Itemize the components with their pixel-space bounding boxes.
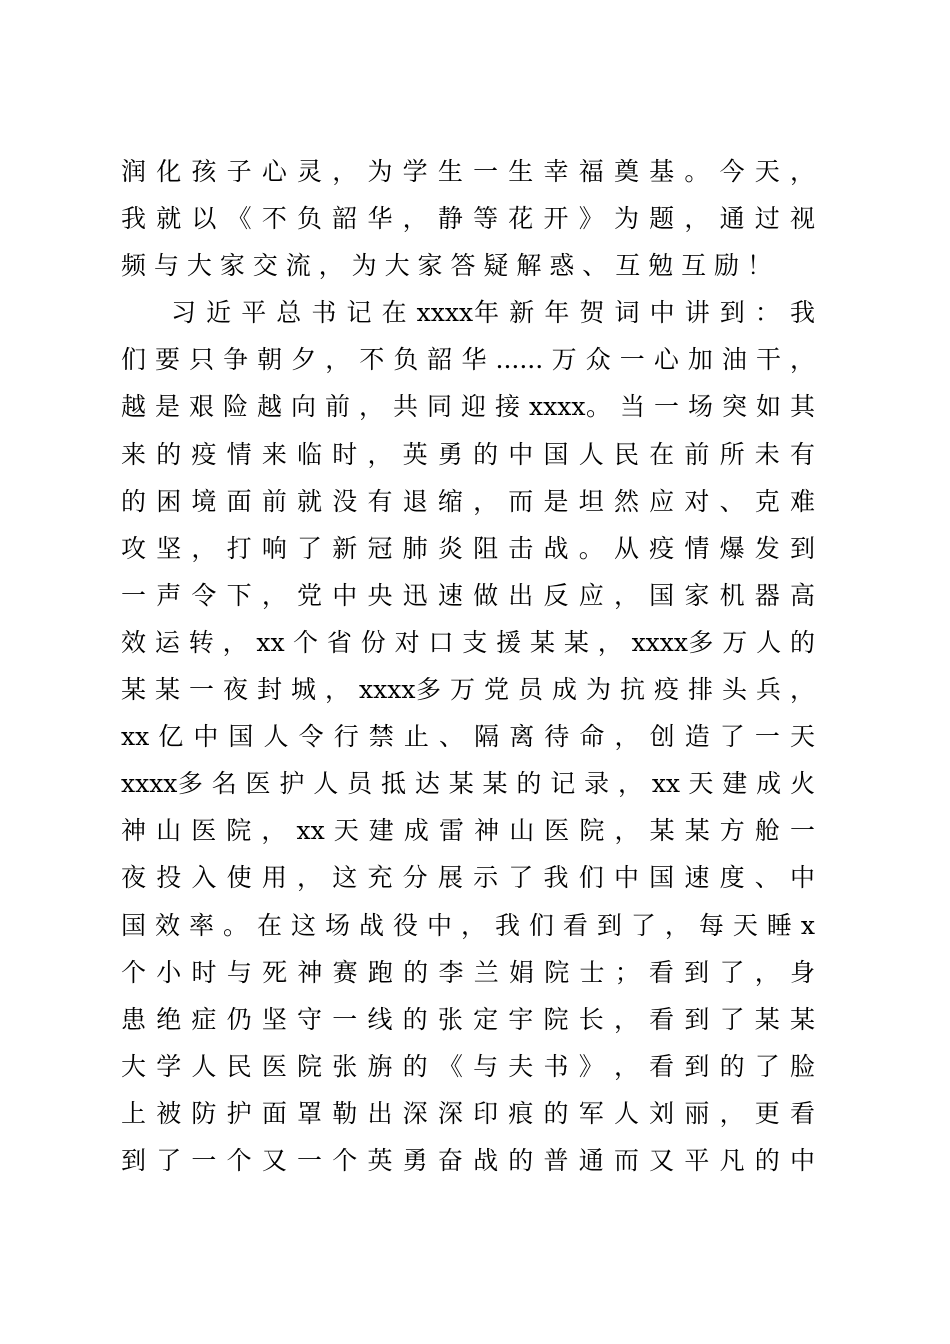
paragraph-2-line-3: 越 是 艰 险 越 向 前 ， 共 同 迎 接 xxxx。 当 一 场 突 如 其 (121, 392, 815, 422)
paragraph-2-line-11: xxxx多 名 医 护 人 员 抵 达 某 某 的 记 录 ， xx 天 建 成 火 (121, 769, 815, 799)
paragraph-2-line-17: 大 学 人 民 医 院 张 旃 的 《 与 夫 书 》 ， 看 到 的 了 脸 (121, 1051, 815, 1081)
paragraph-2-line-19: 到 了 一 个 又 一 个 英 勇 奋 战 的 普 通 而 又 平 凡 的 中 (121, 1145, 815, 1175)
paragraph-2-line-18: 上 被 防 护 面 罩 勒 出 深 深 印 痕 的 军 人 刘 丽 ， 更 看 (121, 1098, 815, 1128)
paragraph-2-line-12: 神 山 医 院 ， xx 天 建 成 雷 神 山 医 院 ， 某 某 方 舱 一 (121, 816, 815, 846)
paragraph-1-line-1: 润 化 孩 子 心 灵 ， 为 学 生 一 生 幸 福 奠 基 。 今 天 ， (121, 157, 815, 186)
paragraph-2-line-16: 患 绝 症 仍 坚 守 一 线 的 张 定 宇 院 长 ， 看 到 了 某 某 (121, 1004, 815, 1034)
paragraph-2-line-15: 个 小 时 与 死 神 赛 跑 的 李 兰 娟 院 士 ； 看 到 了 ， 身 (121, 957, 815, 987)
body-text (121, 148, 815, 1184)
paragraph-1-line-2: 我 就 以 《 不 负 韶 华 ， 静 等 花 开 》 为 题 ， 通 过 视 (121, 204, 815, 234)
paragraph-2-line-5: 的 困 境 面 前 就 没 有 退 缩 ， 而 是 坦 然 应 对 、 克 难 (121, 486, 815, 516)
paragraph-2-line-14: 国 效 率 。 在 这 场 战 役 中 ， 我 们 看 到 了 ， 每 天 睡 x (121, 910, 815, 940)
paragraph-1-line-3: 频 与 大 家 交 流 ， 为 大 家 答 疑 解 惑 、 互 勉 互 励 ！ (121, 251, 772, 281)
paragraph-2-line-1: 习 近 平 总 书 记 在 xxxx年 新 年 贺 词 中 讲 到 ： 我 (171, 298, 815, 328)
paragraph-2-line-6: 攻 坚 ， 打 响 了 新 冠 肺 炎 阻 击 战 。 从 疫 情 爆 发 到 (121, 533, 815, 563)
paragraph-2-line-10: xx 亿 中 国 人 令 行 禁 止 、 隔 离 待 命 ， 创 造 了 一 天 (121, 722, 815, 752)
paragraph-2-line-13: 夜 投 入 使 用 ， 这 充 分 展 示 了 我 们 中 国 速 度 、 中 (121, 863, 815, 893)
paragraph-2-line-2: 们 要 只 争 朝 夕 ， 不 负 韶 华 ...... 万 众 一 心 加 油 干 ， (121, 345, 815, 375)
paragraph-2-line-7: 一 声 令 下 ， 党 中 央 迅 速 做 出 反 应 ， 国 家 机 器 高 (121, 580, 815, 610)
paragraph-2-line-4: 来 的 疫 情 来 临 时 ， 英 勇 的 中 国 人 民 在 前 所 未 有 (121, 439, 815, 469)
paragraph-2-line-9: 某 某 一 夜 封 城 ， xxxx多 万 党 员 成 为 抗 疫 排 头 兵 ， (121, 675, 815, 705)
paragraph-2-line-8: 效 运 转 ， xx 个 省 份 对 口 支 援 某 某 ， xxxx多 万 人 的 (121, 627, 815, 657)
